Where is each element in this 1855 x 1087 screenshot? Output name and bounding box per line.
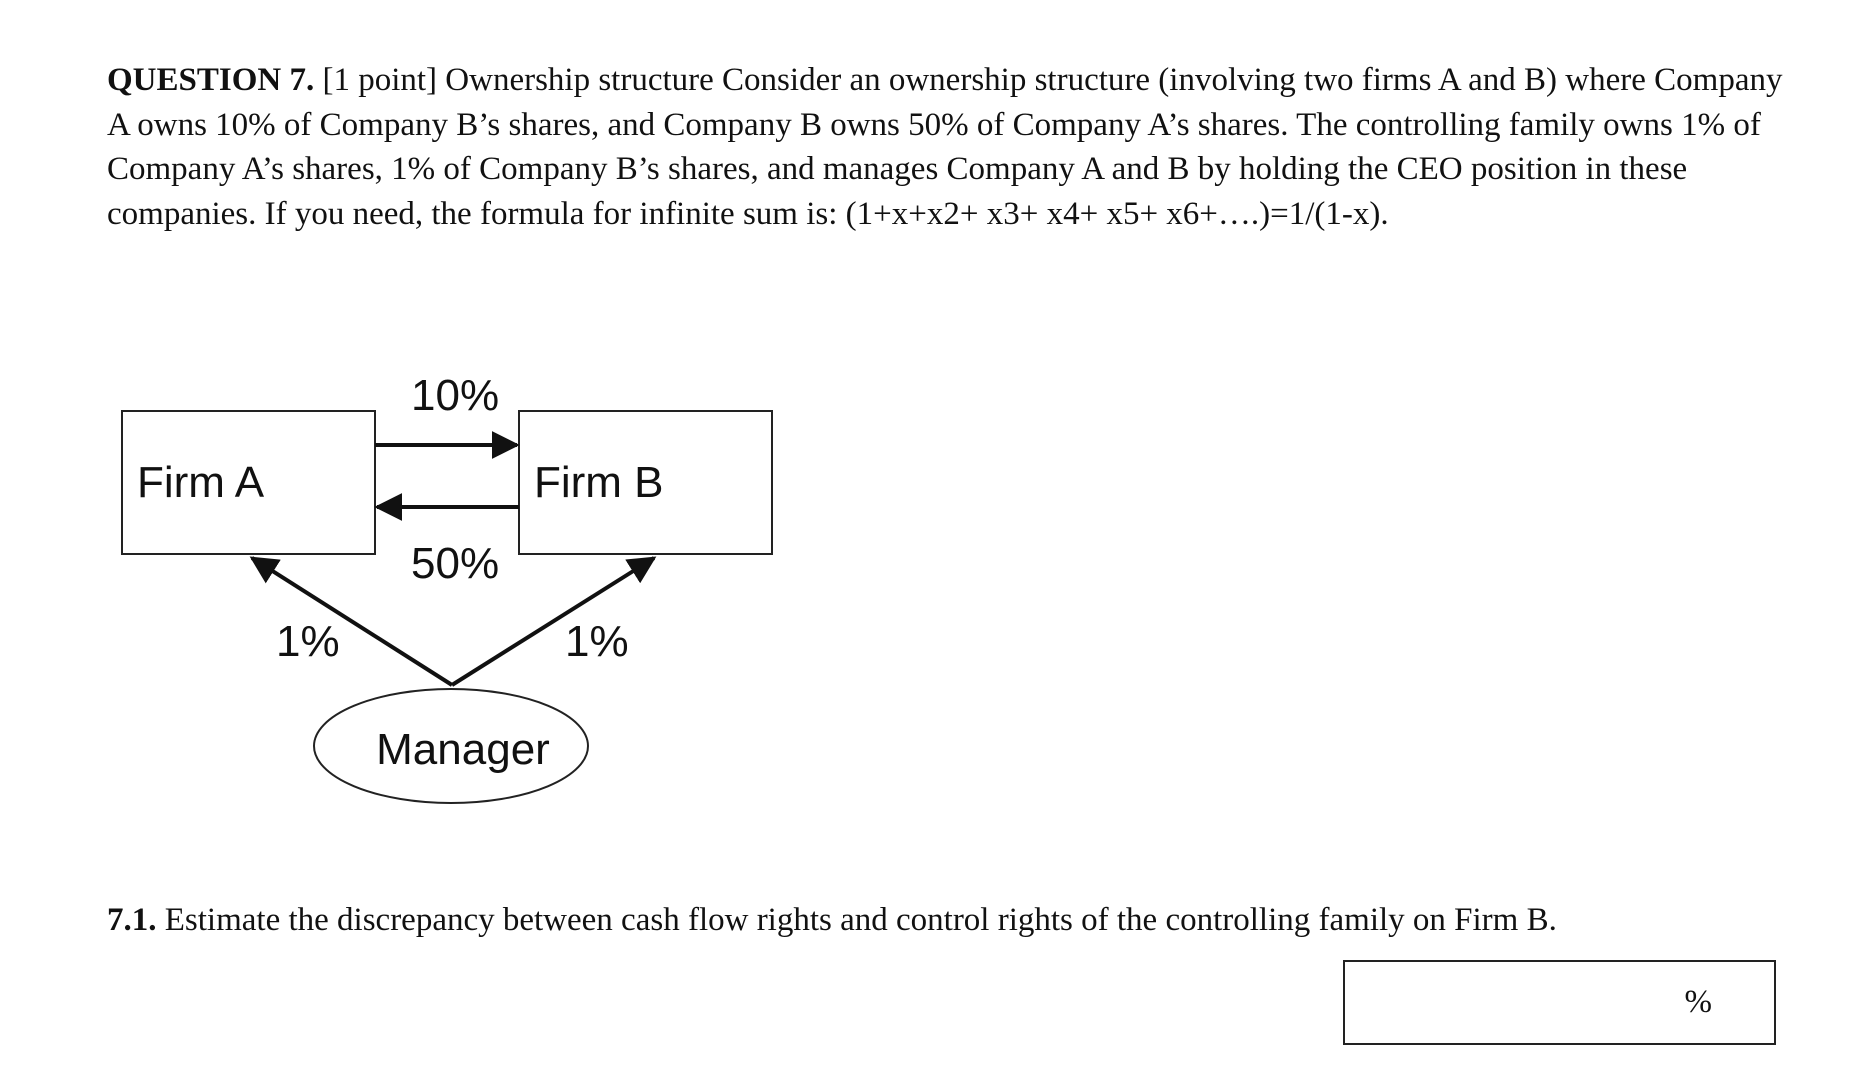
- manager-label: Manager: [376, 725, 550, 774]
- subquestion-label: 7.1.: [107, 902, 157, 938]
- firm-a-label: Firm A: [137, 458, 265, 507]
- question-label: QUESTION 7.: [107, 62, 315, 98]
- question-body: [1 point] Ownership structure Consider an ownership structure (involving two firms A and B) where Company A owns 10% of Company B’s shares, and Company B owns 50% of Company A’s shares. The controlling family owns 1% of Company A’s shares, 1% of Company B’s shares, and manages Company A and B by holding the CEO position in these companies. If you need, the formula for infinite sum is: (1+x+x2+ x3+ x4+ x5+ x6+….)=1/(1-x).: [107, 62, 1783, 232]
- answer-input-box[interactable]: [1343, 960, 1776, 1045]
- firm-b-label: Firm B: [534, 458, 664, 507]
- subquestion-body: Estimate the discrepancy between cash flow rights and control rights of the controlling family on Firm B.: [164, 902, 1557, 938]
- subquestion-text: [107, 898, 1807, 942]
- answer-unit: %: [1684, 984, 1712, 1020]
- label-a-to-b-pct: 10%: [411, 371, 500, 420]
- label-manager-to-a-pct: 1%: [276, 617, 340, 666]
- label-b-to-a-pct: 50%: [411, 539, 500, 588]
- label-manager-to-b-pct: 1%: [565, 617, 629, 666]
